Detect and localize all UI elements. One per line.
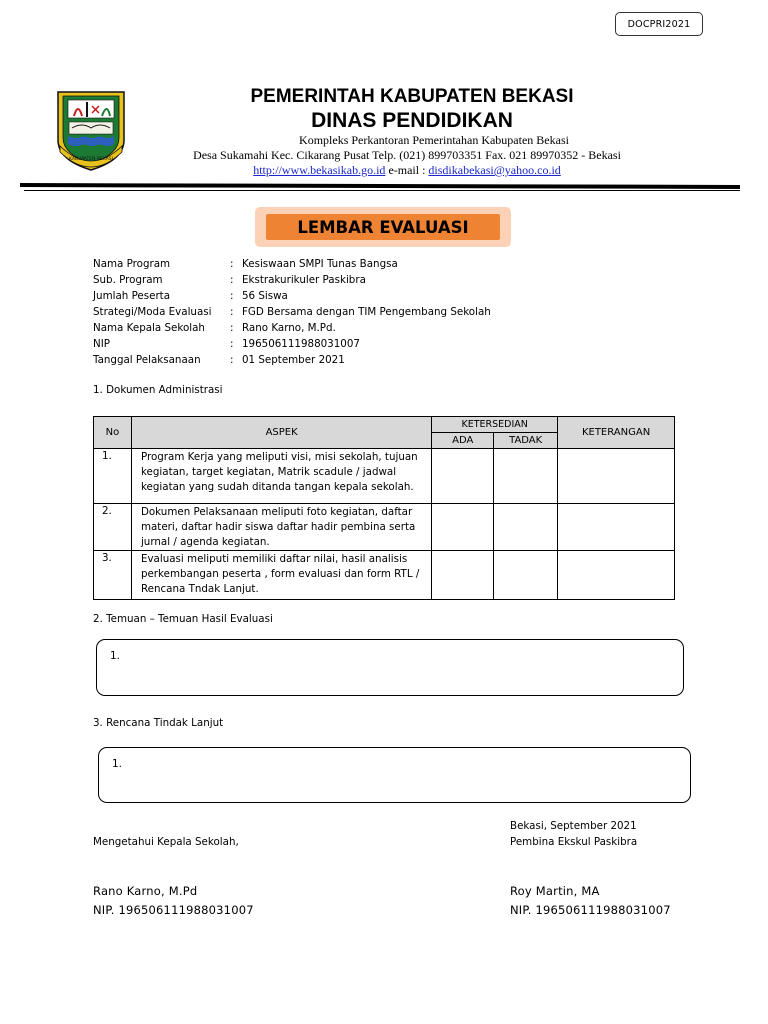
info-row	[93, 272, 491, 288]
info-label: Nama Kepala Sekolah	[93, 322, 205, 334]
row-number: 1.	[94, 449, 132, 504]
follow-up-item-number: 1.	[112, 758, 123, 770]
info-label: Jumlah Peserta	[93, 290, 171, 302]
email-label: e-mail :	[385, 163, 429, 177]
info-value: 56 Siswa	[242, 290, 288, 302]
cell-ada[interactable]	[432, 504, 494, 551]
cell-tidak[interactable]	[494, 551, 558, 600]
coach-name: Roy Martin, MA	[510, 884, 600, 898]
address-line-2: Desa Sukamahi Kec. Cikarang Pusat Telp. (021) 899703351 Fax. 021 89970352 - Bekasi	[193, 148, 621, 162]
table-row	[94, 449, 675, 504]
address-line-1: Kompleks Perkantoran Pemerintahan Kabupaten Bekasi	[299, 133, 569, 147]
cell-tidak[interactable]	[494, 449, 558, 504]
info-row	[93, 304, 491, 320]
section-1-heading: 1. Dokumen Administrasi	[93, 384, 223, 396]
letterhead-rule-thick	[20, 183, 740, 189]
info-row	[93, 288, 491, 304]
col-header-ketersediaan: KETERSEDIAN	[432, 417, 558, 433]
info-label: Tanggal Pelaksanaan	[93, 354, 201, 366]
info-value: FGD Bersama dengan TIM Pengembang Sekolah	[242, 306, 491, 318]
principal-title: Mengetahui Kepala Sekolah,	[93, 836, 239, 848]
info-separator: :	[230, 274, 234, 286]
info-separator: :	[230, 354, 234, 366]
cell-tidak[interactable]	[494, 504, 558, 551]
info-label: Nama Program	[93, 258, 171, 270]
info-value: Kesiswaan SMPI Tunas Bangsa	[242, 258, 398, 270]
cell-keterangan[interactable]	[558, 551, 675, 600]
info-value: 196506111988031007	[242, 338, 360, 350]
row-aspect: Evaluasi meliputi memiliki daftar nilai, hasil analisis perkembangan peserta , form evaluasi dan form RTL / Rencana Tndak Lanjut.	[131, 551, 431, 600]
table-row	[94, 504, 675, 551]
contact-line	[85, 163, 729, 178]
cell-keterangan[interactable]	[558, 449, 675, 504]
principal-name: Rano Karno, M.Pd	[93, 884, 198, 898]
title-banner	[255, 207, 511, 247]
info-value: 01 September 2021	[242, 354, 345, 366]
info-label: NIP	[93, 338, 110, 350]
letterhead-rule-thin	[24, 190, 740, 191]
info-separator: :	[230, 322, 234, 334]
info-separator: :	[230, 306, 234, 318]
cell-ada[interactable]	[432, 551, 494, 600]
evaluation-table	[93, 416, 675, 600]
info-label: Sub. Program	[93, 274, 163, 286]
info-row	[93, 320, 491, 336]
document-code: DOCPRI2021	[615, 12, 703, 36]
col-header-tidak: TADAK	[494, 433, 558, 449]
row-aspect: Dokumen Pelaksanaan meliputi foto kegiatan, daftar materi, daftar hadir siswa daftar hadir pembina serta jurnal / agenda kegiatan.	[131, 504, 431, 551]
place-date: Bekasi, September 2021	[510, 820, 637, 832]
col-header-no: No	[94, 417, 132, 449]
principal-nip: NIP. 196506111988031007	[93, 903, 254, 917]
table-row	[94, 551, 675, 600]
info-row	[93, 352, 491, 368]
info-separator: :	[230, 290, 234, 302]
info-value: Ekstrakurikuler Paskibra	[242, 274, 366, 286]
document-title: LEMBAR EVALUASI	[266, 214, 500, 240]
follow-up-box[interactable]	[98, 747, 691, 803]
section-2-heading: 2. Temuan – Temuan Hasil Evaluasi	[93, 613, 273, 625]
program-info	[93, 256, 491, 368]
agency-title: PEMERINTAH KABUPATEN BEKASI	[250, 86, 574, 107]
info-row	[93, 336, 491, 352]
coach-title: Pembina Ekskul Paskibra	[510, 836, 638, 848]
findings-box[interactable]	[96, 639, 684, 696]
cell-ada[interactable]	[432, 449, 494, 504]
info-separator: :	[230, 258, 234, 270]
row-aspect: Program Kerja yang meliputi visi, misi sekolah, tujuan kegiatan, target kegiatan, Matrik scadule / jadwal kegiatan yang sudah ditanda tangan kepala sekolah.	[131, 449, 431, 504]
info-value: Rano Karno, M.Pd.	[242, 322, 336, 334]
info-label: Strategi/Moda Evaluasi	[93, 306, 212, 318]
row-number: 2.	[94, 504, 132, 551]
info-separator: :	[230, 338, 234, 350]
logo-caption: KABUPATEN BEKASI	[69, 157, 113, 162]
row-number: 3.	[94, 551, 132, 600]
email-link[interactable]: disdikabekasi@yahoo.co.id	[428, 163, 561, 177]
col-header-aspek: ASPEK	[131, 417, 431, 449]
info-row	[93, 256, 491, 272]
col-header-keterangan: KETERANGAN	[558, 417, 675, 449]
department-title: DINAS PENDIDIKAN	[311, 109, 513, 132]
cell-keterangan[interactable]	[558, 504, 675, 551]
section-3-heading: 3. Rencana Tindak Lanjut	[93, 717, 224, 729]
website-link[interactable]: http://www.bekasikab.go.id	[253, 163, 386, 177]
findings-item-number: 1.	[110, 650, 121, 662]
col-header-ada: ADA	[432, 433, 494, 449]
coach-nip: NIP. 196506111988031007	[510, 903, 671, 917]
